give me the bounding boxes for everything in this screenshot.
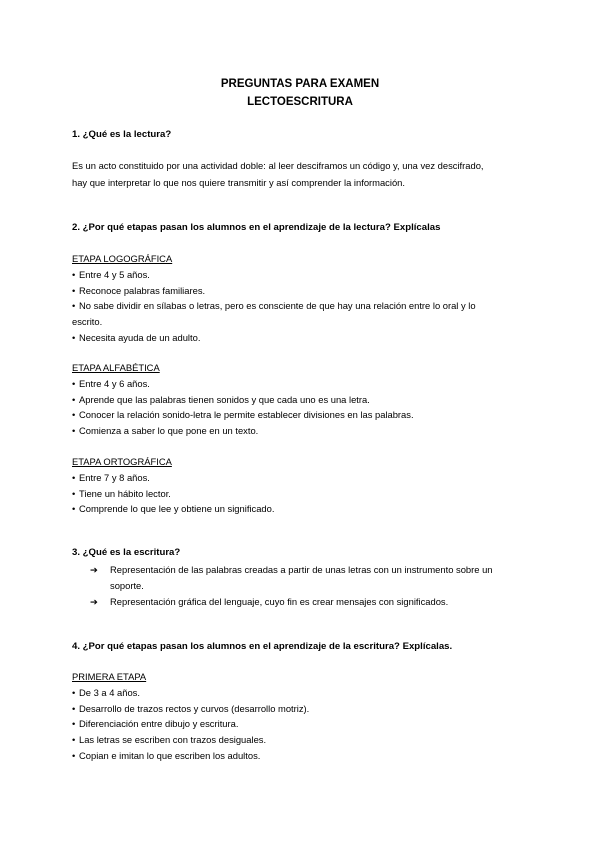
list-item: • Copian e imitan lo que escriben los adultos. bbox=[72, 748, 309, 764]
list-item: • Necesita ayuda de un adulto. bbox=[72, 330, 476, 346]
question-4: 4. ¿Por qué etapas pasan los alumnos en el aprendizaje de la escritura? Explícalas. bbox=[72, 641, 453, 652]
stage-heading: ETAPA ALFABÉTICA bbox=[72, 362, 160, 373]
list-item: • Comienza a saber lo que pone en un texto. bbox=[72, 423, 414, 439]
list-item: • Diferenciación entre dibujo y escritura. bbox=[72, 716, 309, 732]
stage-heading: ETAPA LOGOGRÁFICA bbox=[72, 253, 173, 264]
list-item: • Las letras se escriben con trazos desiguales. bbox=[72, 732, 309, 748]
arrow-item-text: Representación gráfica del lenguaje, cuyo fin es crear mensajes con significados. bbox=[110, 596, 449, 607]
stage-alfabetica bbox=[72, 360, 414, 439]
stage-ortografica bbox=[72, 454, 274, 517]
list-item: • De 3 a 4 años. bbox=[72, 685, 309, 701]
question-3: 3. ¿Qué es la escritura? bbox=[72, 547, 181, 558]
arrow-item bbox=[90, 594, 493, 610]
list-item: • Tiene un hábito lector. bbox=[72, 486, 274, 502]
list-item: • Reconoce palabras familiares. bbox=[72, 283, 476, 299]
list-item: • No sabe dividir en sílabas o letras, pero es consciente de que hay una relación entre lo oral y lo bbox=[72, 298, 476, 314]
arrow-right-icon: ➔ bbox=[90, 596, 98, 607]
list-item: • Entre 4 y 5 años. bbox=[72, 267, 476, 283]
answer-1-line: hay que interpretar lo que nos quiere transmitir y así comprender la información. bbox=[72, 177, 405, 188]
question-2: 2. ¿Por qué etapas pasan los alumnos en el aprendizaje de la lectura? Explícalas bbox=[72, 222, 441, 233]
arrow-item bbox=[90, 562, 493, 594]
answer-1-line: Es un acto constituido por una actividad doble: al leer desciframos un código y, una vez descifrado, bbox=[72, 160, 484, 171]
stage-heading: PRIMERA ETAPA bbox=[72, 671, 147, 682]
list-item: • Conocer la relación sonido-letra le permite establecer divisiones en las palabras. bbox=[72, 407, 414, 423]
arrow-item-text: Representación de las palabras creadas a partir de unas letras con un instrumento sobre un bbox=[110, 564, 493, 575]
definition-list bbox=[90, 562, 493, 610]
list-item: • Comprende lo que lee y obtiene un significado. bbox=[72, 501, 274, 517]
document-subtitle: LECTOESCRITURA bbox=[247, 96, 353, 108]
stage-heading: ETAPA ORTOGRÁFICA bbox=[72, 456, 172, 467]
document-title: PREGUNTAS PARA EXAMEN bbox=[220, 78, 380, 90]
list-item: • Desarrollo de trazos rectos y curvos (desarrollo motriz). bbox=[72, 701, 309, 717]
arrow-item-text: soporte. bbox=[110, 580, 144, 591]
list-item: • Aprende que las palabras tienen sonidos y que cada uno es una letra. bbox=[72, 392, 414, 408]
stage-primera bbox=[72, 669, 309, 764]
list-item: • Entre 7 y 8 años. bbox=[72, 470, 274, 486]
list-item-continuation: escrito. bbox=[72, 316, 103, 328]
arrow-right-icon: ➔ bbox=[90, 564, 98, 575]
answer-1 bbox=[72, 157, 532, 191]
question-1: 1. ¿Qué es la lectura? bbox=[72, 129, 172, 140]
stage-logografica bbox=[72, 251, 476, 346]
list-item: • Entre 4 y 6 años. bbox=[72, 376, 414, 392]
